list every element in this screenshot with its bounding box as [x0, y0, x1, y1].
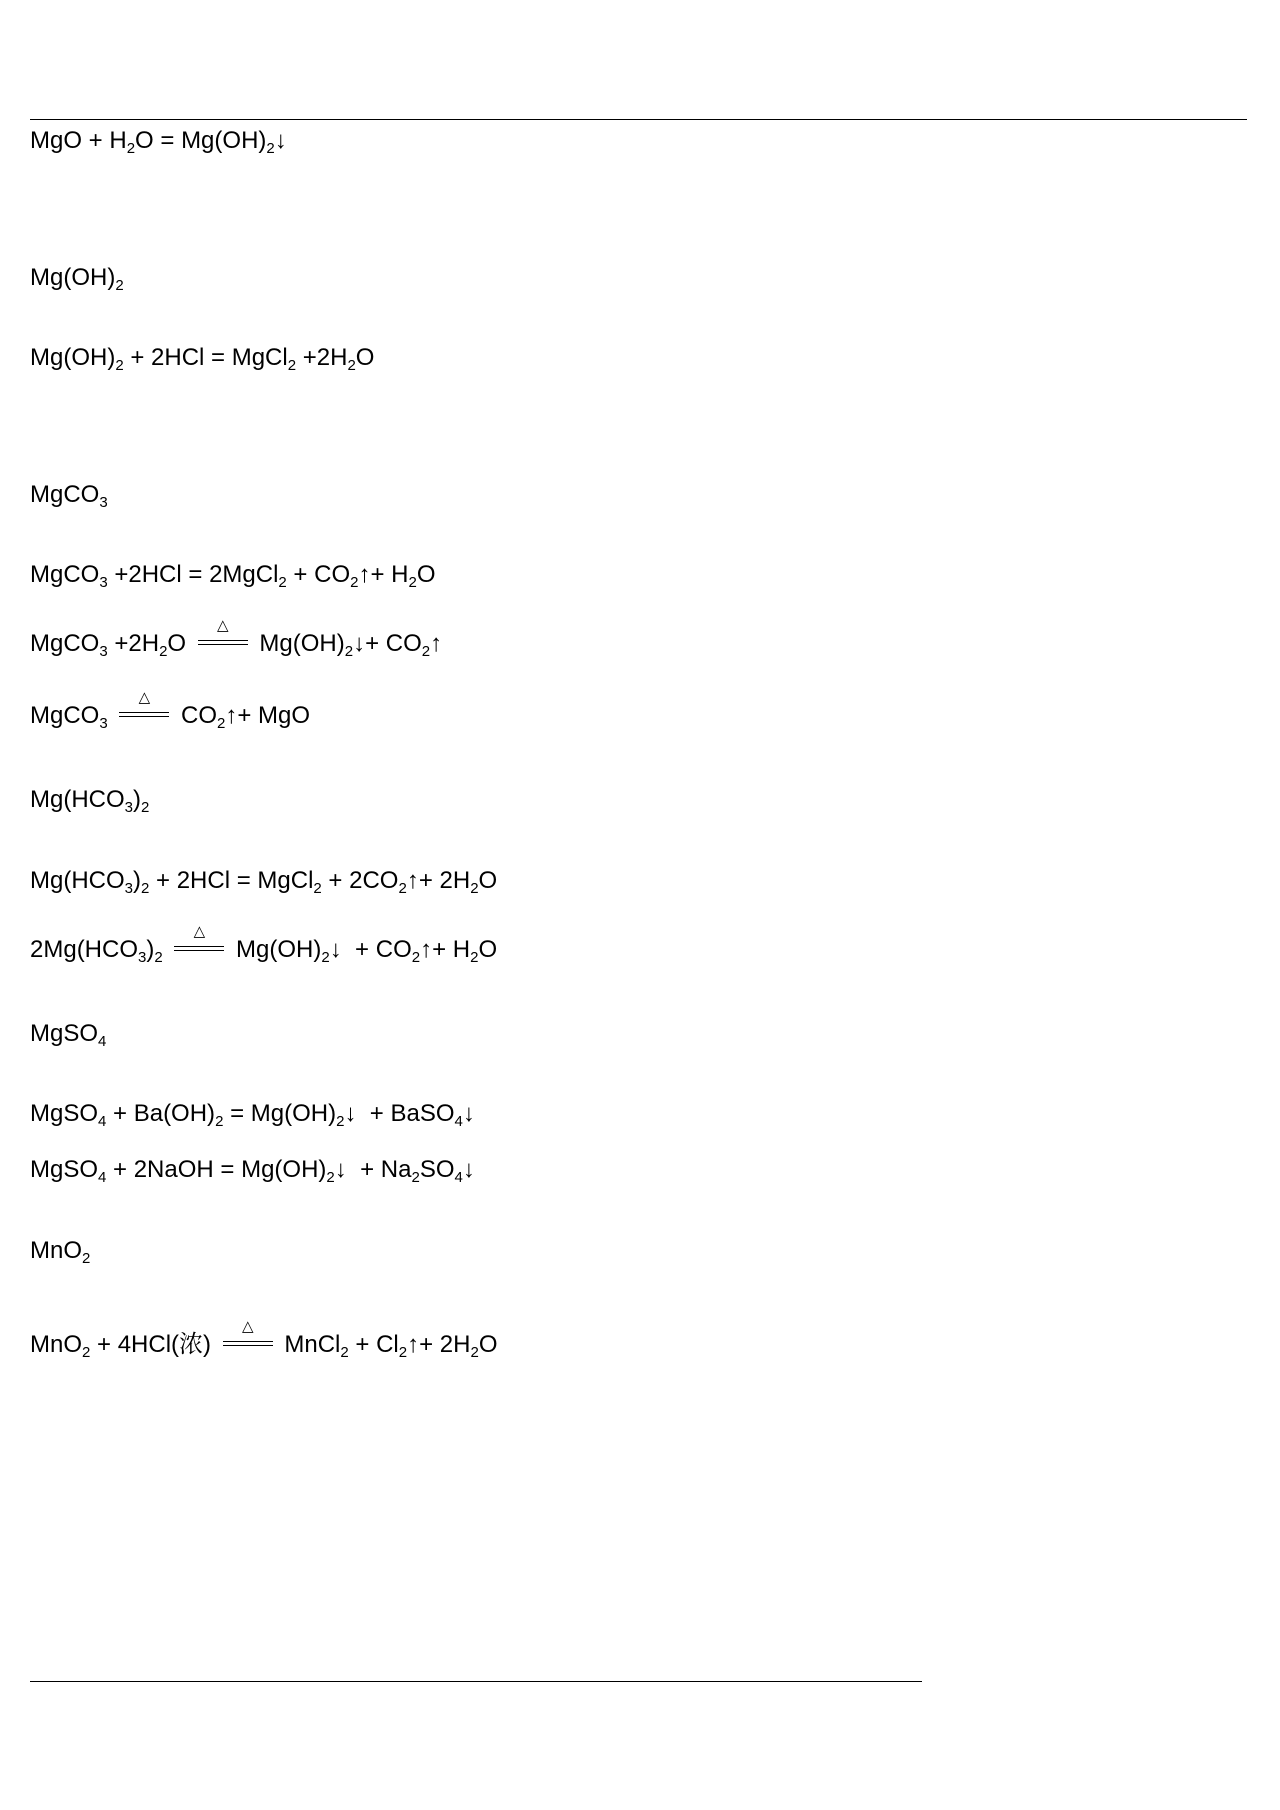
subscript: 4 — [98, 1169, 107, 1186]
bottom-rule — [30, 1681, 922, 1682]
double-equals-line — [174, 946, 224, 951]
equation — [30, 688, 311, 732]
subscript: 2 — [154, 949, 163, 966]
subscript: 2 — [215, 1113, 224, 1130]
subscript: 2 — [398, 880, 407, 897]
subscript: 2 — [470, 1344, 479, 1361]
formula-text: ↓ + CO — [329, 936, 412, 963]
subscript: 3 — [99, 574, 108, 591]
formula-text: + 2CO — [321, 867, 399, 894]
formula-text: ↑+ 2H — [407, 1331, 471, 1358]
subscript: 3 — [138, 949, 147, 966]
formula-text: MnO — [30, 1237, 83, 1264]
heating-condition-sign — [119, 688, 169, 727]
formula-text: MgSO — [30, 1100, 99, 1127]
subscript: 2 — [344, 643, 354, 660]
formula-text: + Cl — [348, 1331, 399, 1358]
formula-text: O — [478, 1331, 498, 1358]
double-equals-line — [119, 712, 169, 717]
compound-heading — [30, 1020, 106, 1048]
formula-text: CO — [174, 702, 218, 729]
subscript: 2 — [266, 140, 275, 157]
equation — [30, 1317, 498, 1361]
subscript: 2 — [411, 949, 421, 966]
formula-text: MnO — [30, 1331, 83, 1358]
formula-text — [108, 702, 115, 729]
equation — [30, 1100, 475, 1128]
formula-text: MgSO — [30, 1020, 99, 1047]
formula-text: ↓ + Na — [334, 1156, 412, 1183]
formula-text: SO — [419, 1156, 455, 1183]
subscript: 2 — [326, 1169, 335, 1186]
subscript: 2 — [217, 715, 226, 732]
subscript: 2 — [347, 357, 356, 374]
subscript: 3 — [99, 715, 108, 732]
subscript: 2 — [336, 1113, 345, 1130]
compound-heading — [30, 481, 108, 509]
subscript: 2 — [82, 1344, 91, 1361]
formula-text: ) — [133, 867, 142, 894]
subscript: 2 — [340, 1344, 349, 1361]
formula-text: ↑+ MgO — [225, 702, 311, 729]
formula-text: + 2HCl = MgCl — [149, 867, 314, 894]
heating-condition-sign — [174, 922, 224, 961]
formula-text: 2Mg(HCO — [30, 936, 139, 963]
formula-text: Mg(OH) — [252, 630, 345, 657]
double-equals-line — [223, 1341, 273, 1346]
subscript: 2 — [159, 643, 168, 660]
equation — [30, 616, 443, 660]
formula-text: + 4HCl(浓) — [90, 1331, 218, 1358]
top-rule — [30, 119, 1247, 120]
equation — [30, 1156, 475, 1184]
subscript: 2 — [115, 357, 124, 374]
formula-text: ↓+ CO — [353, 630, 422, 657]
subscript: 4 — [454, 1169, 463, 1186]
subscript: 3 — [124, 880, 134, 897]
formula-text: MgCO — [30, 702, 100, 729]
subscript: 4 — [98, 1033, 107, 1050]
subscript: 2 — [421, 643, 431, 660]
compound-heading — [30, 264, 124, 292]
formula-text: ) — [133, 786, 142, 813]
subscript: 2 — [278, 574, 287, 591]
subscript: 2 — [408, 574, 417, 591]
formula-text: MgCO — [30, 481, 100, 508]
subscript: 2 — [115, 277, 124, 294]
formula-text: Mg(HCO — [30, 786, 125, 813]
subscript: 2 — [321, 949, 330, 966]
formula-text: Mg(OH) — [30, 264, 116, 291]
heating-condition-sign — [223, 1317, 273, 1356]
subscript: 2 — [141, 880, 150, 897]
subscript: 2 — [82, 1250, 91, 1267]
formula-text: MgCO — [30, 630, 100, 657]
equation — [30, 561, 436, 589]
formula-text: MgSO — [30, 1156, 99, 1183]
subscript: 2 — [287, 357, 297, 374]
compound-heading — [30, 786, 149, 814]
subscript: 2 — [313, 880, 322, 897]
formula-text: ↓ — [462, 1156, 475, 1183]
subscript: 2 — [141, 799, 150, 816]
heat-triangle-symbol: △ — [216, 616, 229, 634]
subscript: 3 — [99, 643, 108, 660]
subscript: 3 — [124, 799, 134, 816]
double-equals-line — [198, 640, 248, 645]
formula-text: MgO + H — [30, 127, 127, 154]
formula-text: +2H — [296, 344, 348, 371]
formula-text: O — [416, 561, 436, 588]
formula-text: MnCl — [277, 1331, 341, 1358]
formula-text: ↑+ H — [358, 561, 409, 588]
formula-text: O = Mg(OH) — [135, 127, 267, 154]
formula-text: + 2NaOH = Mg(OH) — [106, 1156, 327, 1183]
subscript: 2 — [126, 140, 136, 157]
heat-triangle-symbol: △ — [193, 922, 206, 940]
formula-text: O — [167, 630, 193, 657]
formula-text: ↑+ 2H — [406, 867, 471, 894]
compound-heading — [30, 1237, 90, 1265]
formula-text: ↑+ H — [420, 936, 471, 963]
subscript: 2 — [470, 949, 479, 966]
formula-text: + Ba(OH) — [106, 1100, 216, 1127]
subscript: 3 — [99, 494, 108, 511]
subscript: 2 — [470, 880, 479, 897]
formula-text: ) — [146, 936, 155, 963]
formula-text — [163, 936, 170, 963]
formula-text: + 2HCl = MgCl — [123, 344, 288, 371]
subscript: 4 — [98, 1113, 107, 1130]
formula-text: +2H — [107, 630, 160, 657]
subscript: 2 — [411, 1169, 420, 1186]
formula-text: +2HCl = 2MgCl — [107, 561, 279, 588]
formula-text: ↓ — [274, 127, 287, 154]
formula-text: ↓ + BaSO — [344, 1100, 455, 1127]
subscript: 4 — [454, 1113, 463, 1130]
formula-text: = Mg(OH) — [223, 1100, 337, 1127]
formula-text: Mg(HCO — [30, 867, 125, 894]
subscript: 2 — [350, 574, 359, 591]
formula-text: ↑ — [430, 630, 443, 657]
formula-text: Mg(OH) — [30, 344, 116, 371]
formula-text: + CO — [286, 561, 351, 588]
equation — [30, 127, 287, 155]
subscript: 2 — [398, 1344, 408, 1361]
formula-text: O — [355, 344, 375, 371]
equation — [30, 344, 374, 372]
formula-text: Mg(OH) — [229, 936, 322, 963]
heat-triangle-symbol: △ — [138, 688, 151, 706]
formula-text: ↓ — [462, 1100, 475, 1127]
heat-triangle-symbol: △ — [241, 1317, 254, 1335]
heating-condition-sign — [198, 616, 248, 655]
formula-text: O — [478, 936, 498, 963]
formula-text: O — [478, 867, 498, 894]
formula-text: MgCO — [30, 561, 100, 588]
equation — [30, 922, 498, 966]
equation — [30, 867, 497, 895]
